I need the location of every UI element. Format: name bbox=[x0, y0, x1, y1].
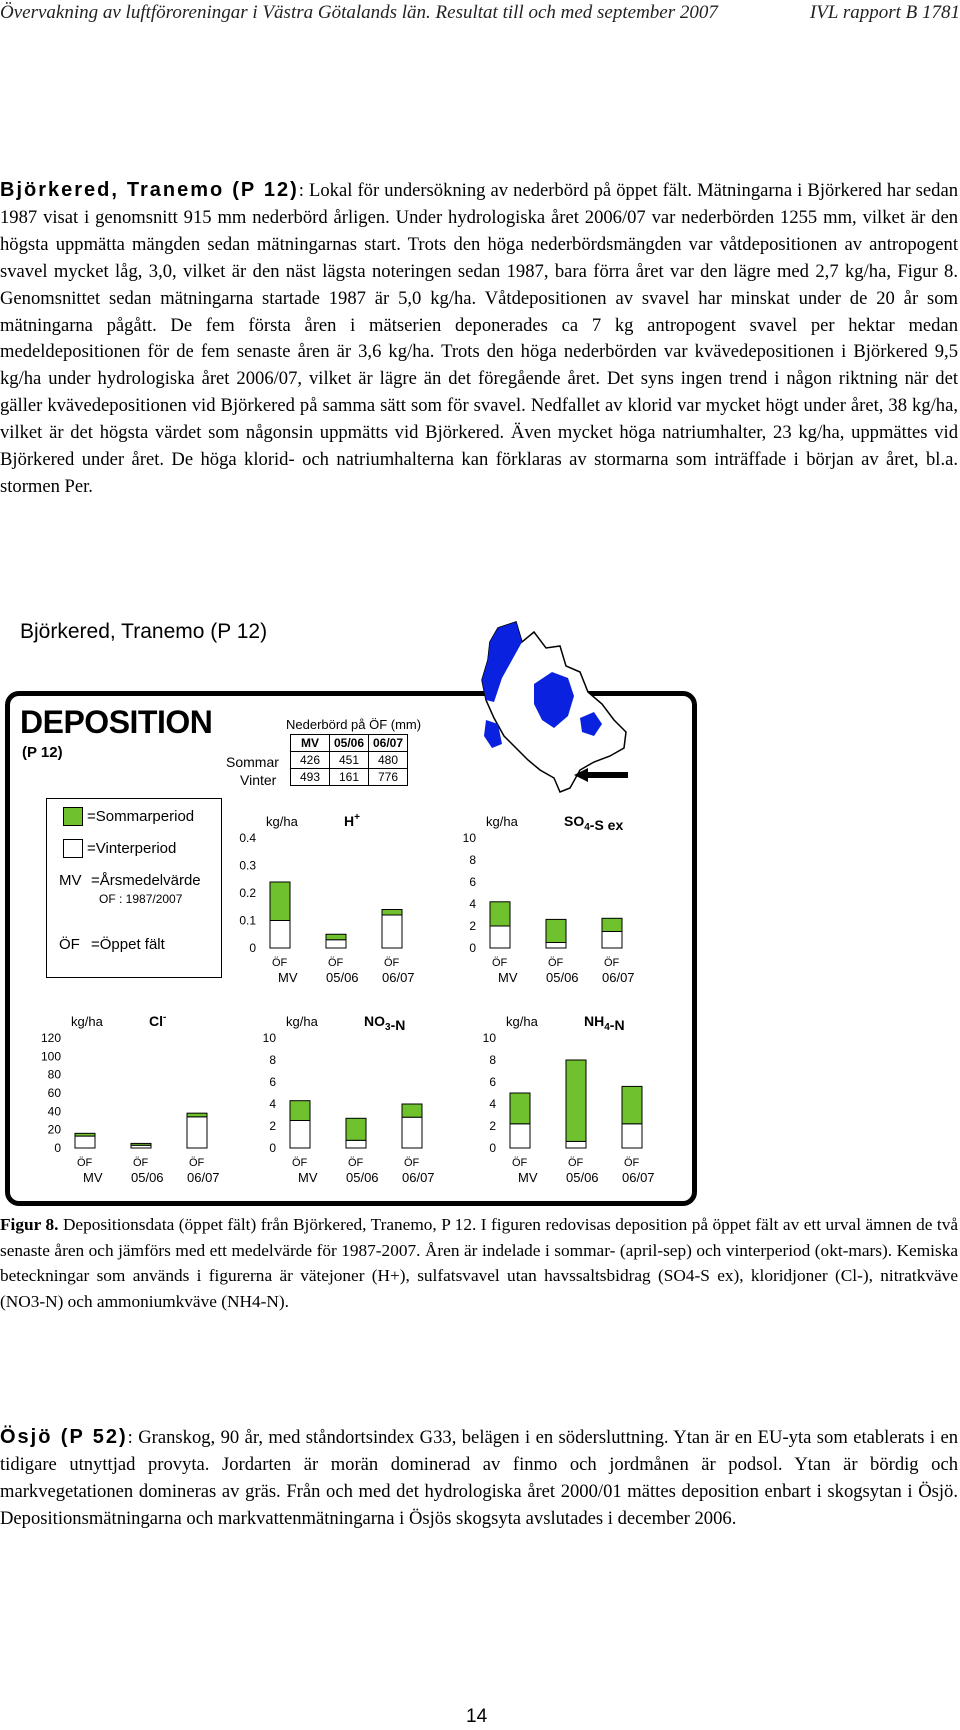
bar-summer bbox=[490, 902, 510, 926]
bar-summer bbox=[326, 934, 346, 940]
precip-caption: Nederbörd på ÖF (mm) bbox=[286, 717, 422, 732]
chart-h-plus bbox=[240, 812, 430, 987]
x-tick-label-top: ÖF bbox=[604, 957, 620, 969]
bar-winter bbox=[510, 1124, 530, 1148]
x-tick-label-bottom: 06/07 bbox=[602, 970, 635, 985]
y-tick-label: 2 bbox=[269, 1119, 276, 1133]
x-tick-label-bottom: 06/07 bbox=[402, 1170, 435, 1185]
x-tick-label-bottom: MV bbox=[278, 970, 298, 985]
bar-winter bbox=[546, 943, 566, 949]
x-tick-label-bottom: MV bbox=[298, 1170, 318, 1185]
x-tick-label-top: ÖF bbox=[189, 1157, 205, 1169]
chart-legend bbox=[46, 798, 222, 978]
legend-summer-label: =Sommarperiod bbox=[87, 808, 195, 825]
chart-so4-s-ex bbox=[460, 812, 650, 987]
x-tick-label-top: ÖF bbox=[492, 957, 508, 969]
bar-summer bbox=[131, 1143, 151, 1145]
bar-winter bbox=[346, 1140, 366, 1148]
bar-summer bbox=[270, 882, 290, 921]
region-map bbox=[476, 620, 636, 810]
unit-label: kg/ha bbox=[266, 814, 298, 829]
figure-title: Björkered, Tranemo (P 12) bbox=[20, 620, 268, 643]
y-tick-label: 4 bbox=[489, 1097, 496, 1111]
precip-row-summer bbox=[291, 752, 408, 769]
legend-of-value: =Öppet fält bbox=[91, 936, 165, 953]
y-tick-label: 0.1 bbox=[239, 913, 256, 928]
section-osjo-text: : Granskog, 90 år, med ståndortsindex G33, belägen i en södersluttning. Ytan är en EU-yta som etablerats i en tidigare utnyttjad provyta. Jordarten är morän dominerad av finmo och jordmånen är podsol. Ytan är bördig och markvegetationen domineras av gräs. Från och med det hydrologiska året 2000/01 mättes deposition enbart i skogsytan i Ösjö. Depositionsmätningarna och markvattenmätningarna i Ösjös skogsyta avslutades i december 2006. bbox=[0, 1427, 958, 1529]
page-number: 14 bbox=[466, 1706, 488, 1727]
y-tick-label: 8 bbox=[269, 1053, 276, 1067]
y-tick-label: 0 bbox=[469, 941, 476, 955]
bar-winter bbox=[490, 926, 510, 948]
bar-summer bbox=[75, 1133, 95, 1136]
y-tick-label: 40 bbox=[47, 1104, 61, 1119]
legend-of-key: ÖF bbox=[59, 936, 80, 953]
bar-summer bbox=[602, 918, 622, 931]
chart-svg bbox=[40, 1012, 235, 1185]
x-tick-label-bottom: 06/07 bbox=[382, 970, 415, 985]
y-tick-label: 0.3 bbox=[239, 858, 256, 873]
x-tick-label-bottom: 05/06 bbox=[546, 970, 579, 985]
x-tick-label-top: ÖF bbox=[568, 1157, 584, 1169]
precip-table bbox=[290, 734, 408, 786]
chart-title-part: SO bbox=[564, 813, 585, 829]
bar-summer bbox=[402, 1104, 422, 1117]
legend-mv-key: MV bbox=[59, 872, 82, 889]
x-tick-label-bottom: 05/06 bbox=[131, 1170, 164, 1185]
y-tick-label: 2 bbox=[469, 919, 476, 933]
y-tick-label: 0 bbox=[489, 1141, 496, 1155]
x-tick-label-top: ÖF bbox=[77, 1157, 93, 1169]
precip-cell: 161 bbox=[330, 769, 369, 786]
precip-cell: 426 bbox=[291, 752, 330, 769]
precip-cell: 493 bbox=[291, 769, 330, 786]
x-tick-label-bottom: 05/06 bbox=[346, 1170, 379, 1185]
y-tick-label: 10 bbox=[482, 1031, 496, 1045]
chart-title-part: 3 bbox=[385, 1022, 391, 1033]
y-tick-label: 2 bbox=[489, 1119, 496, 1133]
bar-winter bbox=[566, 1141, 586, 1148]
deposition-station-code: (P 12) bbox=[22, 744, 63, 761]
x-tick-label-top: ÖF bbox=[384, 957, 400, 969]
bar-winter bbox=[326, 940, 346, 948]
chart-svg bbox=[460, 812, 650, 985]
chart-svg bbox=[239, 812, 430, 985]
x-tick-label-bottom: 05/06 bbox=[326, 970, 359, 985]
bar-winter bbox=[382, 915, 402, 948]
precip-header-0506: 05/06 bbox=[330, 735, 369, 752]
figure-caption-label: Figur 8. bbox=[0, 1215, 59, 1234]
y-tick-label: 60 bbox=[47, 1086, 61, 1100]
chart-title-part: NH bbox=[584, 1013, 605, 1029]
y-tick-label: 0.2 bbox=[239, 886, 256, 900]
chart-cl bbox=[40, 1012, 235, 1187]
chart-title-part: Cl bbox=[149, 1013, 163, 1029]
chart-title bbox=[149, 1012, 166, 1029]
y-tick-label: 4 bbox=[469, 897, 476, 911]
legend-of-period: OF : 1987/2007 bbox=[99, 892, 183, 906]
bar-winter bbox=[602, 932, 622, 949]
y-tick-label: 0.4 bbox=[239, 831, 256, 845]
precip-row-label-winter: Vinter bbox=[240, 772, 277, 788]
y-tick-label: 120 bbox=[40, 1031, 61, 1045]
y-tick-label: 10 bbox=[462, 831, 476, 845]
bar-winter bbox=[622, 1124, 642, 1148]
chart-title-part: -S ex bbox=[589, 817, 624, 833]
chart-no3-n bbox=[260, 1012, 450, 1187]
precip-header-mv: MV bbox=[291, 735, 330, 752]
chart-title-part: 4 bbox=[604, 1022, 610, 1033]
bar-summer bbox=[510, 1093, 530, 1124]
precip-row-label-summer: Sommar bbox=[226, 754, 279, 770]
unit-label: kg/ha bbox=[71, 1014, 103, 1029]
bar-winter bbox=[290, 1121, 310, 1149]
y-tick-label: 6 bbox=[269, 1075, 276, 1089]
bar-summer bbox=[346, 1118, 366, 1140]
y-tick-label: 6 bbox=[469, 875, 476, 889]
legend-swatch-winter bbox=[63, 839, 83, 858]
precip-cell: 480 bbox=[369, 752, 408, 769]
section-osjo-lead: Ösjö (P 52) bbox=[0, 1426, 128, 1448]
precip-header-row bbox=[291, 735, 408, 752]
chart-title-part: -N bbox=[390, 1017, 406, 1033]
y-tick-label: 0 bbox=[269, 1141, 276, 1155]
y-tick-label: 0 bbox=[249, 941, 256, 955]
section-bjorkered-lead: Björkered, Tranemo (P 12) bbox=[0, 179, 299, 201]
section-bjorkered-text: : Lokal för undersökning av nederbörd på öppet fält. Mätningarna i Björkered har sedan 1987 visat i genomsnitt 915 mm nederbörd årligen. Under hydrologiska året 2006/07 var nederbörden 1255 mm, vilket är den högsta uppmätta mängden sedan mätningarnas start. Trots den höga nederbördsmängden var våtdepositionen av antropogent svavel mycket låg, 3,0, vilket är den näst lägsta noteringen sedan 1987, bara förra året var den lägre med 2,7 kg/ha, Figur 8. Genomsnittet sedan mätningarna startade 1987 är 5,0 kg/ha. Våtdepositionen av svavel har minskat under de 20 år som mätningarna pågått. De fem första åren i mätserien deponerades ca 7 kg antropogent svavel per hektar medan medeldepositionen för de fem senaste åren är 3,6 kg/ha. Trots den höga nederbörden var kvävedepositionen i Björkered 9,5 kg/ha under hydrologiska året 2006/07, vilket är lägre än det föregående året. Det syns ingen trend i någon riktning när det gäller kvävedepositionen vid Björkered på samma sätt som för svavel. Nedfallet av klorid var mycket högt under året, 38 kg/ha, vilket är det högsta värdet som någonsin uppmätts vid Björkered. Även mycket höga natriumhalter, 23 kg/ha, uppmättes vid Björkered under året. De höga klorid- och natriumhalterna kan förklaras av stormarna som inträffade i början av året, bl.a. stormen Per. bbox=[0, 180, 958, 497]
location-arrow-icon bbox=[574, 768, 628, 782]
x-tick-label-top: ÖF bbox=[328, 957, 344, 969]
precip-row-winter bbox=[291, 769, 408, 786]
y-tick-label: 10 bbox=[262, 1031, 276, 1045]
chart-title-part: NO bbox=[364, 1013, 385, 1029]
x-tick-label-bottom: 05/06 bbox=[566, 1170, 599, 1185]
x-tick-label-top: ÖF bbox=[404, 1157, 420, 1169]
section-bjorkered-paragraph bbox=[0, 177, 958, 501]
y-tick-label: 0 bbox=[54, 1141, 61, 1155]
y-tick-label: 20 bbox=[47, 1122, 61, 1137]
x-tick-label-top: ÖF bbox=[292, 1157, 308, 1169]
chart-title bbox=[364, 1013, 405, 1033]
chart-nh4-n bbox=[480, 1012, 670, 1187]
figure-caption-text: Depositionsdata (öppet fält) från Björkered, Tranemo, P 12. I figuren redovisas deposition på öppet fält av ett urval ämnen de två senaste åren och jämförs med ett medelvärde för 1987-2007. Åren är indelade i sommar- (april-sep) och vinterperiod (okt-mars). Kemiska beteckningar som används i figurerna är vätejoner (H+), sulfatsvavel utan havssaltsbidrag (SO4-S ex), kloridjoner (Cl-), nitratkväve (NO3-N) och ammoniumkväve (NH4-N). bbox=[0, 1215, 958, 1311]
x-tick-label-top: ÖF bbox=[512, 1157, 528, 1169]
y-tick-label: 80 bbox=[47, 1067, 61, 1082]
header-title: Övervakning av luftföroreningar i Västra Götalands län. Resultat till och med september 2007 bbox=[0, 2, 718, 23]
precip-header-0607: 06/07 bbox=[369, 735, 408, 752]
running-header bbox=[0, 0, 960, 30]
bar-summer bbox=[187, 1113, 207, 1117]
chart-title-part: - bbox=[163, 1012, 167, 1023]
chart-title-part: 4 bbox=[584, 822, 590, 833]
x-tick-label-top: ÖF bbox=[133, 1157, 149, 1169]
chart-title bbox=[344, 812, 360, 829]
bar-winter bbox=[187, 1117, 207, 1148]
bar-summer bbox=[566, 1060, 586, 1141]
precip-cell: 451 bbox=[330, 752, 369, 769]
y-tick-label: 100 bbox=[40, 1049, 61, 1064]
chart-svg bbox=[260, 1012, 450, 1185]
precip-cell: 776 bbox=[369, 769, 408, 786]
unit-label: kg/ha bbox=[286, 1014, 318, 1029]
bar-winter bbox=[402, 1117, 422, 1148]
y-tick-label: 4 bbox=[269, 1097, 276, 1111]
chart-title-part: + bbox=[354, 812, 360, 823]
x-tick-label-bottom: MV bbox=[498, 970, 518, 985]
y-tick-label: 8 bbox=[489, 1053, 496, 1067]
section-osjo-paragraph bbox=[0, 1424, 958, 1533]
y-tick-label: 8 bbox=[469, 853, 476, 867]
x-tick-label-top: ÖF bbox=[348, 1157, 364, 1169]
legend-winter-label: =Vinterperiod bbox=[87, 840, 177, 857]
bar-summer bbox=[546, 919, 566, 942]
x-tick-label-bottom: 06/07 bbox=[187, 1170, 220, 1185]
y-tick-label: 6 bbox=[489, 1075, 496, 1089]
figure-caption bbox=[0, 1212, 958, 1314]
deposition-heading: DEPOSITION bbox=[20, 704, 213, 740]
unit-label: kg/ha bbox=[486, 814, 518, 829]
header-report-id: IVL rapport B 1781 bbox=[809, 2, 960, 23]
chart-title bbox=[564, 813, 623, 833]
bar-summer bbox=[622, 1086, 642, 1123]
chart-title-part: H bbox=[344, 813, 355, 829]
x-tick-label-bottom: 06/07 bbox=[622, 1170, 655, 1185]
x-tick-label-top: ÖF bbox=[548, 957, 564, 969]
bar-winter bbox=[270, 921, 290, 949]
x-tick-label-top: ÖF bbox=[272, 957, 288, 969]
x-tick-label-bottom: MV bbox=[83, 1170, 103, 1185]
chart-title-part: -N bbox=[609, 1017, 625, 1033]
x-tick-label-top: ÖF bbox=[624, 1157, 640, 1169]
chart-title bbox=[584, 1013, 625, 1033]
legend-swatch-summer bbox=[63, 807, 83, 826]
chart-svg bbox=[480, 1012, 670, 1185]
bar-summer bbox=[290, 1101, 310, 1121]
legend-mv-value: =Årsmedelvärde bbox=[91, 872, 201, 889]
bar-summer bbox=[382, 910, 402, 916]
x-tick-label-bottom: MV bbox=[518, 1170, 538, 1185]
bar-winter bbox=[75, 1136, 95, 1148]
unit-label: kg/ha bbox=[506, 1014, 538, 1029]
